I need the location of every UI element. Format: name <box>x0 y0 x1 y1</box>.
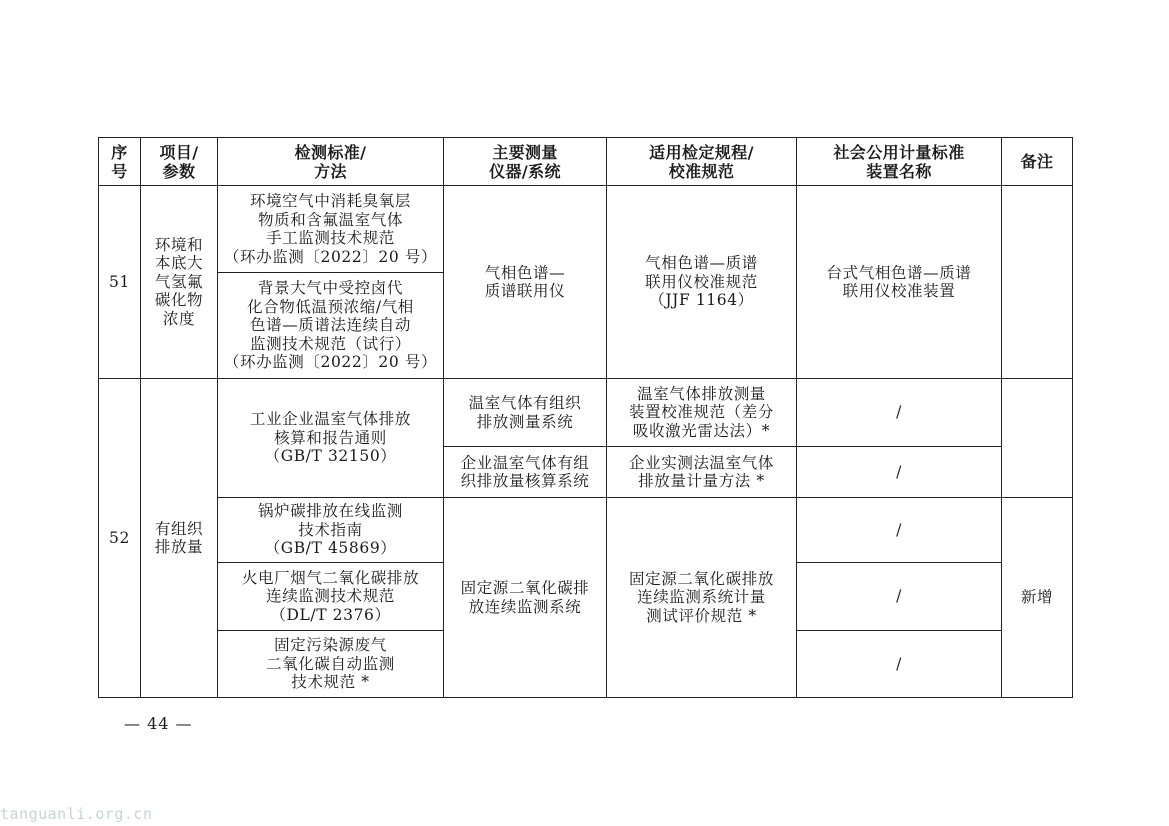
table-row <box>99 186 1073 273</box>
standard-cell: 锅炉碳排放在线监测 技术指南 （GB/T 45869） <box>218 498 444 563</box>
standard-cell: 背景大气中受控卤代 化合物低温预浓缩/气相 色谱—质谱法连续自动 监测技术规范（试行） （环办监测〔2022〕20 号） <box>218 273 444 379</box>
row-number: 51 <box>99 186 141 379</box>
device-cell: / <box>797 379 1002 447</box>
row-number: 52 <box>99 379 141 698</box>
device-cell: / <box>797 563 1002 631</box>
header-remark: 备注 <box>1002 138 1073 186</box>
regulation-cell: 固定源二氧化碳排放 连续监测系统计量 测试评价规范 * <box>607 498 797 698</box>
standard-cell: 工业企业温室气体排放 核算和报告通则 （GB/T 32150） <box>218 379 444 498</box>
regulation-cell: 温室气体排放测量 装置校准规范（差分 吸收激光雷达法）* <box>607 379 797 447</box>
header-standard: 检测标准/ 方法 <box>218 138 444 186</box>
device-cell: / <box>797 631 1002 698</box>
table-row <box>99 498 1073 563</box>
remark-cell <box>1002 379 1073 498</box>
device-cell: / <box>797 447 1002 498</box>
item-cell: 环境和 本底大 气氢氟 碳化物 浓度 <box>141 186 218 379</box>
header-row <box>99 138 1073 186</box>
remark-cell: 新增 <box>1002 498 1073 698</box>
watermark: tanguanli.org.cn <box>0 805 153 823</box>
regulation-cell: 企业实测法温室气体 排放量计量方法 * <box>607 447 797 498</box>
header-regulation: 适用检定规程/ 校准规范 <box>607 138 797 186</box>
instrument-cell: 气相色谱— 质谱联用仪 <box>444 186 607 379</box>
page-number: — 44 — <box>124 714 193 733</box>
item-cell: 有组织 排放量 <box>141 379 218 698</box>
standard-cell: 环境空气中消耗臭氧层 物质和含氟温室气体 手工监测技术规范 （环办监测〔2022〕20 号） <box>218 186 444 273</box>
instrument-cell: 固定源二氧化碳排 放连续监测系统 <box>444 498 607 698</box>
standard-cell: 火电厂烟气二氧化碳排放 连续监测技术规范 （DL/T 2376） <box>218 563 444 631</box>
header-instrument: 主要测量 仪器/系统 <box>444 138 607 186</box>
standard-cell: 固定污染源废气 二氧化碳自动监测 技术规范 * <box>218 631 444 698</box>
remark-cell <box>1002 186 1073 379</box>
header-device: 社会公用计量标准 装置名称 <box>797 138 1002 186</box>
header-item: 项目/ 参数 <box>141 138 218 186</box>
device-cell: / <box>797 498 1002 563</box>
instrument-cell: 企业温室气体有组 织排放量核算系统 <box>444 447 607 498</box>
standards-table <box>98 137 1073 698</box>
table-row <box>99 379 1073 447</box>
header-no: 序 号 <box>99 138 141 186</box>
device-cell: 台式气相色谱—质谱 联用仪校准装置 <box>797 186 1002 379</box>
regulation-cell: 气相色谱—质谱 联用仪校准规范 （JJF 1164） <box>607 186 797 379</box>
instrument-cell: 温室气体有组织 排放测量系统 <box>444 379 607 447</box>
